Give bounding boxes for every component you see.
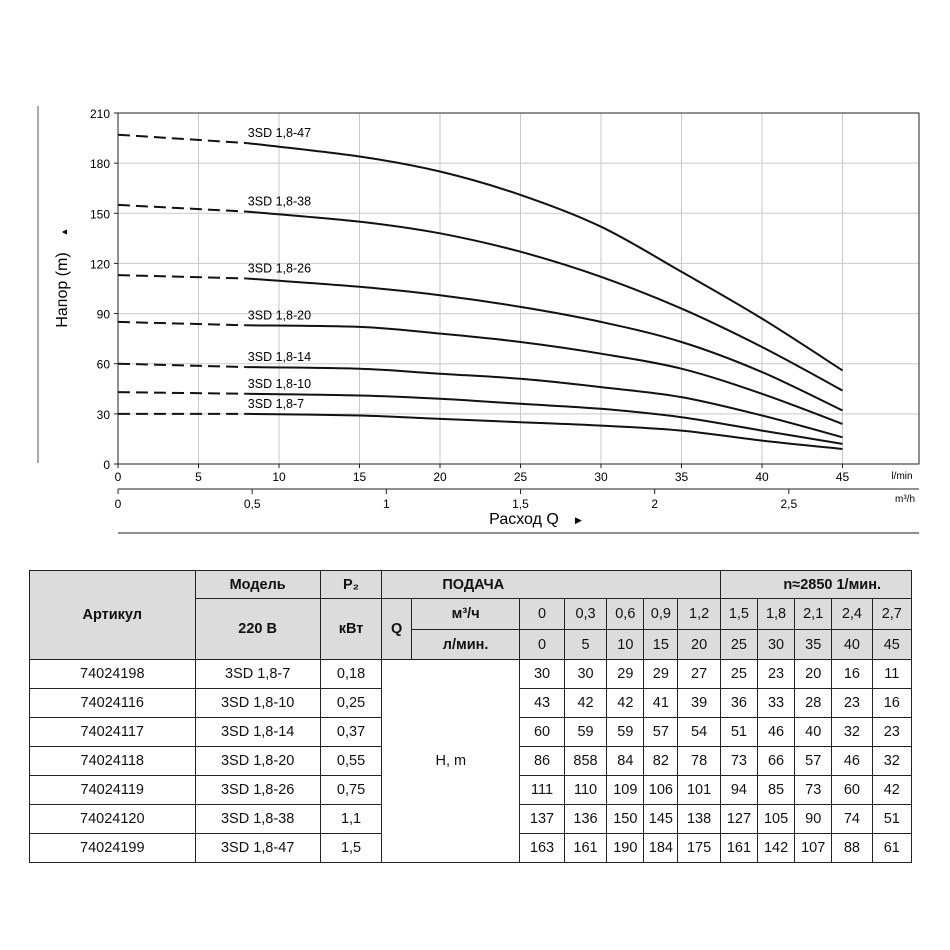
head-value-cell: 73: [720, 747, 757, 776]
flow-lmin-cell: 40: [832, 630, 872, 660]
head-value-cell: 59: [564, 718, 606, 747]
flow-lmin-cell: 10: [607, 630, 644, 660]
x2-tick-label: 1: [382, 497, 390, 511]
x-tick-label: 20: [433, 470, 447, 484]
grid: [118, 113, 919, 464]
head-value-cell: 42: [872, 776, 911, 805]
x-unit-label: l/min: [891, 471, 913, 482]
head-value-cell: 40: [795, 718, 832, 747]
series-label: 3SD 1,8-38: [247, 194, 312, 209]
flow-m3h-cell: 1,8: [757, 599, 794, 630]
y-tick-label: 150: [89, 207, 110, 222]
series-dashed-line: [118, 392, 247, 394]
y-tick-label: 90: [96, 307, 110, 322]
series-dashed-line: [118, 275, 247, 278]
article-cell: 74024118: [30, 747, 196, 776]
header-podacha: ПОДАЧА: [382, 571, 721, 599]
flow-lmin-cell: 5: [564, 630, 606, 660]
head-value-cell: 127: [720, 805, 757, 834]
model-cell: 3SD 1,8-7: [195, 660, 320, 689]
flow-m3h-cell: 2,4: [832, 599, 872, 630]
head-value-cell: 16: [832, 660, 872, 689]
head-value-cell: 109: [607, 776, 644, 805]
header-q: Q: [382, 599, 412, 660]
x-tick-label: 25: [513, 470, 528, 484]
model-cell: 3SD 1,8-14: [195, 718, 320, 747]
head-value-cell: 101: [678, 776, 721, 805]
head-value-cell: 30: [564, 660, 606, 689]
flow-m3h-cell: 1,2: [678, 599, 721, 630]
head-value-cell: 33: [757, 689, 794, 718]
head-value-cell: 161: [720, 834, 757, 863]
x-tick-label: 5: [195, 470, 202, 484]
y-ticks: [90, 107, 118, 472]
series-label: 3SD 1,8-26: [247, 261, 312, 276]
series-line: [247, 143, 843, 370]
head-value-cell: 88: [832, 834, 872, 863]
model-cell: 3SD 1,8-38: [195, 805, 320, 834]
model-cell: 3SD 1,8-47: [195, 834, 320, 863]
x2-unit-label: m³/h: [895, 494, 915, 505]
flow-m3h-cell: 1,5: [720, 599, 757, 630]
header-p2: P₂: [320, 571, 382, 599]
head-value-cell: 105: [757, 805, 794, 834]
head-value-cell: 11: [872, 660, 911, 689]
y-tick-label: 60: [96, 357, 110, 372]
head-value-cell: 27: [678, 660, 721, 689]
series-line: [247, 414, 843, 449]
x-tick-label: 15: [352, 470, 367, 484]
p2-cell: 0,25: [320, 689, 382, 718]
model-cell: 3SD 1,8-10: [195, 689, 320, 718]
head-value-cell: 161: [564, 834, 606, 863]
head-value-cell: 23: [872, 718, 911, 747]
series: [118, 126, 843, 449]
head-value-cell: 46: [832, 747, 872, 776]
series-dashed-line: [118, 135, 247, 143]
head-value-cell: 57: [795, 747, 832, 776]
flow-m3h-cell: 0,6: [607, 599, 644, 630]
head-value-cell: 85: [757, 776, 794, 805]
head-value-cell: 32: [832, 718, 872, 747]
header-model: Модель: [195, 571, 320, 599]
x-tick-label: 40: [755, 470, 769, 484]
series-label: 3SD 1,8-10: [247, 376, 312, 391]
head-value-cell: 60: [832, 776, 872, 805]
x2-tick-label: 0,5: [243, 497, 261, 511]
flow-m3h-cell: 0,9: [644, 599, 678, 630]
flow-lmin-cell: 20: [678, 630, 721, 660]
head-value-cell: 39: [678, 689, 721, 718]
head-value-cell: 858: [564, 747, 606, 776]
flow-lmin-cell: 25: [720, 630, 757, 660]
y-tick-label: 30: [96, 407, 110, 422]
spec-table: [29, 570, 912, 863]
head-value-cell: 107: [795, 834, 832, 863]
header-rpm: n≈2850 1/мин.: [720, 571, 911, 599]
head-value-cell: 28: [795, 689, 832, 718]
x2-tick-label: 1,5: [512, 497, 529, 511]
head-value-cell: 175: [678, 834, 721, 863]
p2-cell: 0,37: [320, 718, 382, 747]
head-value-cell: 111: [520, 776, 565, 805]
y-tick-label: 0: [103, 458, 110, 472]
head-value-cell: 94: [720, 776, 757, 805]
table-row: [30, 660, 912, 689]
head-value-cell: 43: [520, 689, 565, 718]
model-cell: 3SD 1,8-26: [195, 776, 320, 805]
series-dashed-line: [118, 205, 247, 212]
head-value-cell: 54: [678, 718, 721, 747]
flow-lmin-cell: 35: [795, 630, 832, 660]
head-value-cell: 51: [720, 718, 757, 747]
flow-lmin-cell: 0: [520, 630, 565, 660]
header-kw: кВт: [320, 599, 382, 660]
head-value-cell: 23: [757, 660, 794, 689]
series-line: [247, 367, 843, 437]
y-axis-arrow-icon: ▲: [59, 227, 69, 237]
head-value-cell: 78: [678, 747, 721, 776]
header-article: Артикул: [30, 571, 196, 660]
y-axis-label: Напор (m): [54, 252, 71, 328]
x2-tick-label: 0: [114, 497, 122, 511]
flow-m3h-cell: 2,7: [872, 599, 911, 630]
series-dashed-line: [118, 322, 247, 325]
series-label: 3SD 1,8-47: [247, 126, 312, 141]
head-value-cell: 136: [564, 805, 606, 834]
p2-cell: 1,5: [320, 834, 382, 863]
series-line: [247, 394, 843, 444]
x2-tick-label: 2,5: [780, 497, 798, 511]
head-value-cell: 86: [520, 747, 565, 776]
x-tick-label: 45: [835, 470, 850, 484]
head-unit-cell: H, m: [382, 660, 520, 863]
series-line: [247, 325, 843, 424]
head-value-cell: 184: [644, 834, 678, 863]
head-value-cell: 46: [757, 718, 794, 747]
article-cell: 74024117: [30, 718, 196, 747]
head-value-cell: 163: [520, 834, 565, 863]
head-value-cell: 42: [607, 689, 644, 718]
head-value-cell: 29: [644, 660, 678, 689]
head-value-cell: 20: [795, 660, 832, 689]
p2-cell: 0,75: [320, 776, 382, 805]
head-value-cell: 142: [757, 834, 794, 863]
head-value-cell: 23: [832, 689, 872, 718]
head-value-cell: 41: [644, 689, 678, 718]
p2-cell: 1,1: [320, 805, 382, 834]
x-tick-label: 0: [114, 470, 122, 484]
head-value-cell: 150: [607, 805, 644, 834]
article-cell: 74024116: [30, 689, 196, 718]
flow-m3h-cell: 2,1: [795, 599, 832, 630]
head-value-cell: 42: [564, 689, 606, 718]
x-ticks: [115, 464, 850, 484]
head-value-cell: 138: [678, 805, 721, 834]
flow-m3h-cell: 0,3: [564, 599, 606, 630]
y-tick-label: 180: [89, 157, 110, 172]
x2-ticks: [115, 489, 798, 511]
x2-tick-label: 2: [651, 497, 659, 511]
x-axis-label: Расход Q: [489, 511, 559, 528]
head-value-cell: 74: [832, 805, 872, 834]
head-value-cell: 190: [607, 834, 644, 863]
head-value-cell: 29: [607, 660, 644, 689]
head-value-cell: 32: [872, 747, 911, 776]
head-value-cell: 25: [720, 660, 757, 689]
header-voltage: 220 В: [195, 599, 320, 660]
head-value-cell: 51: [872, 805, 911, 834]
head-value-cell: 106: [644, 776, 678, 805]
x-axis-arrow-icon: ▶: [575, 515, 582, 525]
y-tick-label: 120: [89, 257, 110, 272]
flow-lmin-cell: 30: [757, 630, 794, 660]
series-label: 3SD 1,8-7: [247, 396, 305, 411]
model-cell: 3SD 1,8-20: [195, 747, 320, 776]
flow-lmin-cell: 45: [872, 630, 911, 660]
head-value-cell: 137: [520, 805, 565, 834]
series-label: 3SD 1,8-14: [247, 350, 312, 365]
head-value-cell: 84: [607, 747, 644, 776]
header-m3h: м³/ч: [412, 599, 520, 630]
x-tick-label: 35: [674, 470, 689, 484]
header-lmin: л/мин.: [412, 630, 520, 660]
article-cell: 74024119: [30, 776, 196, 805]
flow-m3h-cell: 0: [520, 599, 565, 630]
x-tick-label: 10: [272, 470, 286, 484]
head-value-cell: 66: [757, 747, 794, 776]
p2-cell: 0,55: [320, 747, 382, 776]
flow-lmin-cell: 15: [644, 630, 678, 660]
head-value-cell: 57: [644, 718, 678, 747]
article-cell: 74024199: [30, 834, 196, 863]
head-value-cell: 145: [644, 805, 678, 834]
head-value-cell: 110: [564, 776, 606, 805]
head-value-cell: 36: [720, 689, 757, 718]
head-value-cell: 60: [520, 718, 565, 747]
head-value-cell: 16: [872, 689, 911, 718]
x-tick-label: 30: [594, 470, 608, 484]
head-value-cell: 30: [520, 660, 565, 689]
head-value-cell: 90: [795, 805, 832, 834]
series-label: 3SD 1,8-20: [247, 308, 312, 323]
y-tick-label: 210: [89, 107, 110, 121]
p2-cell: 0,18: [320, 660, 382, 689]
plot-frame: [118, 113, 919, 464]
article-cell: 74024198: [30, 660, 196, 689]
head-value-cell: 61: [872, 834, 911, 863]
head-value-cell: 59: [607, 718, 644, 747]
head-value-cell: 82: [644, 747, 678, 776]
head-value-cell: 73: [795, 776, 832, 805]
article-cell: 74024120: [30, 805, 196, 834]
